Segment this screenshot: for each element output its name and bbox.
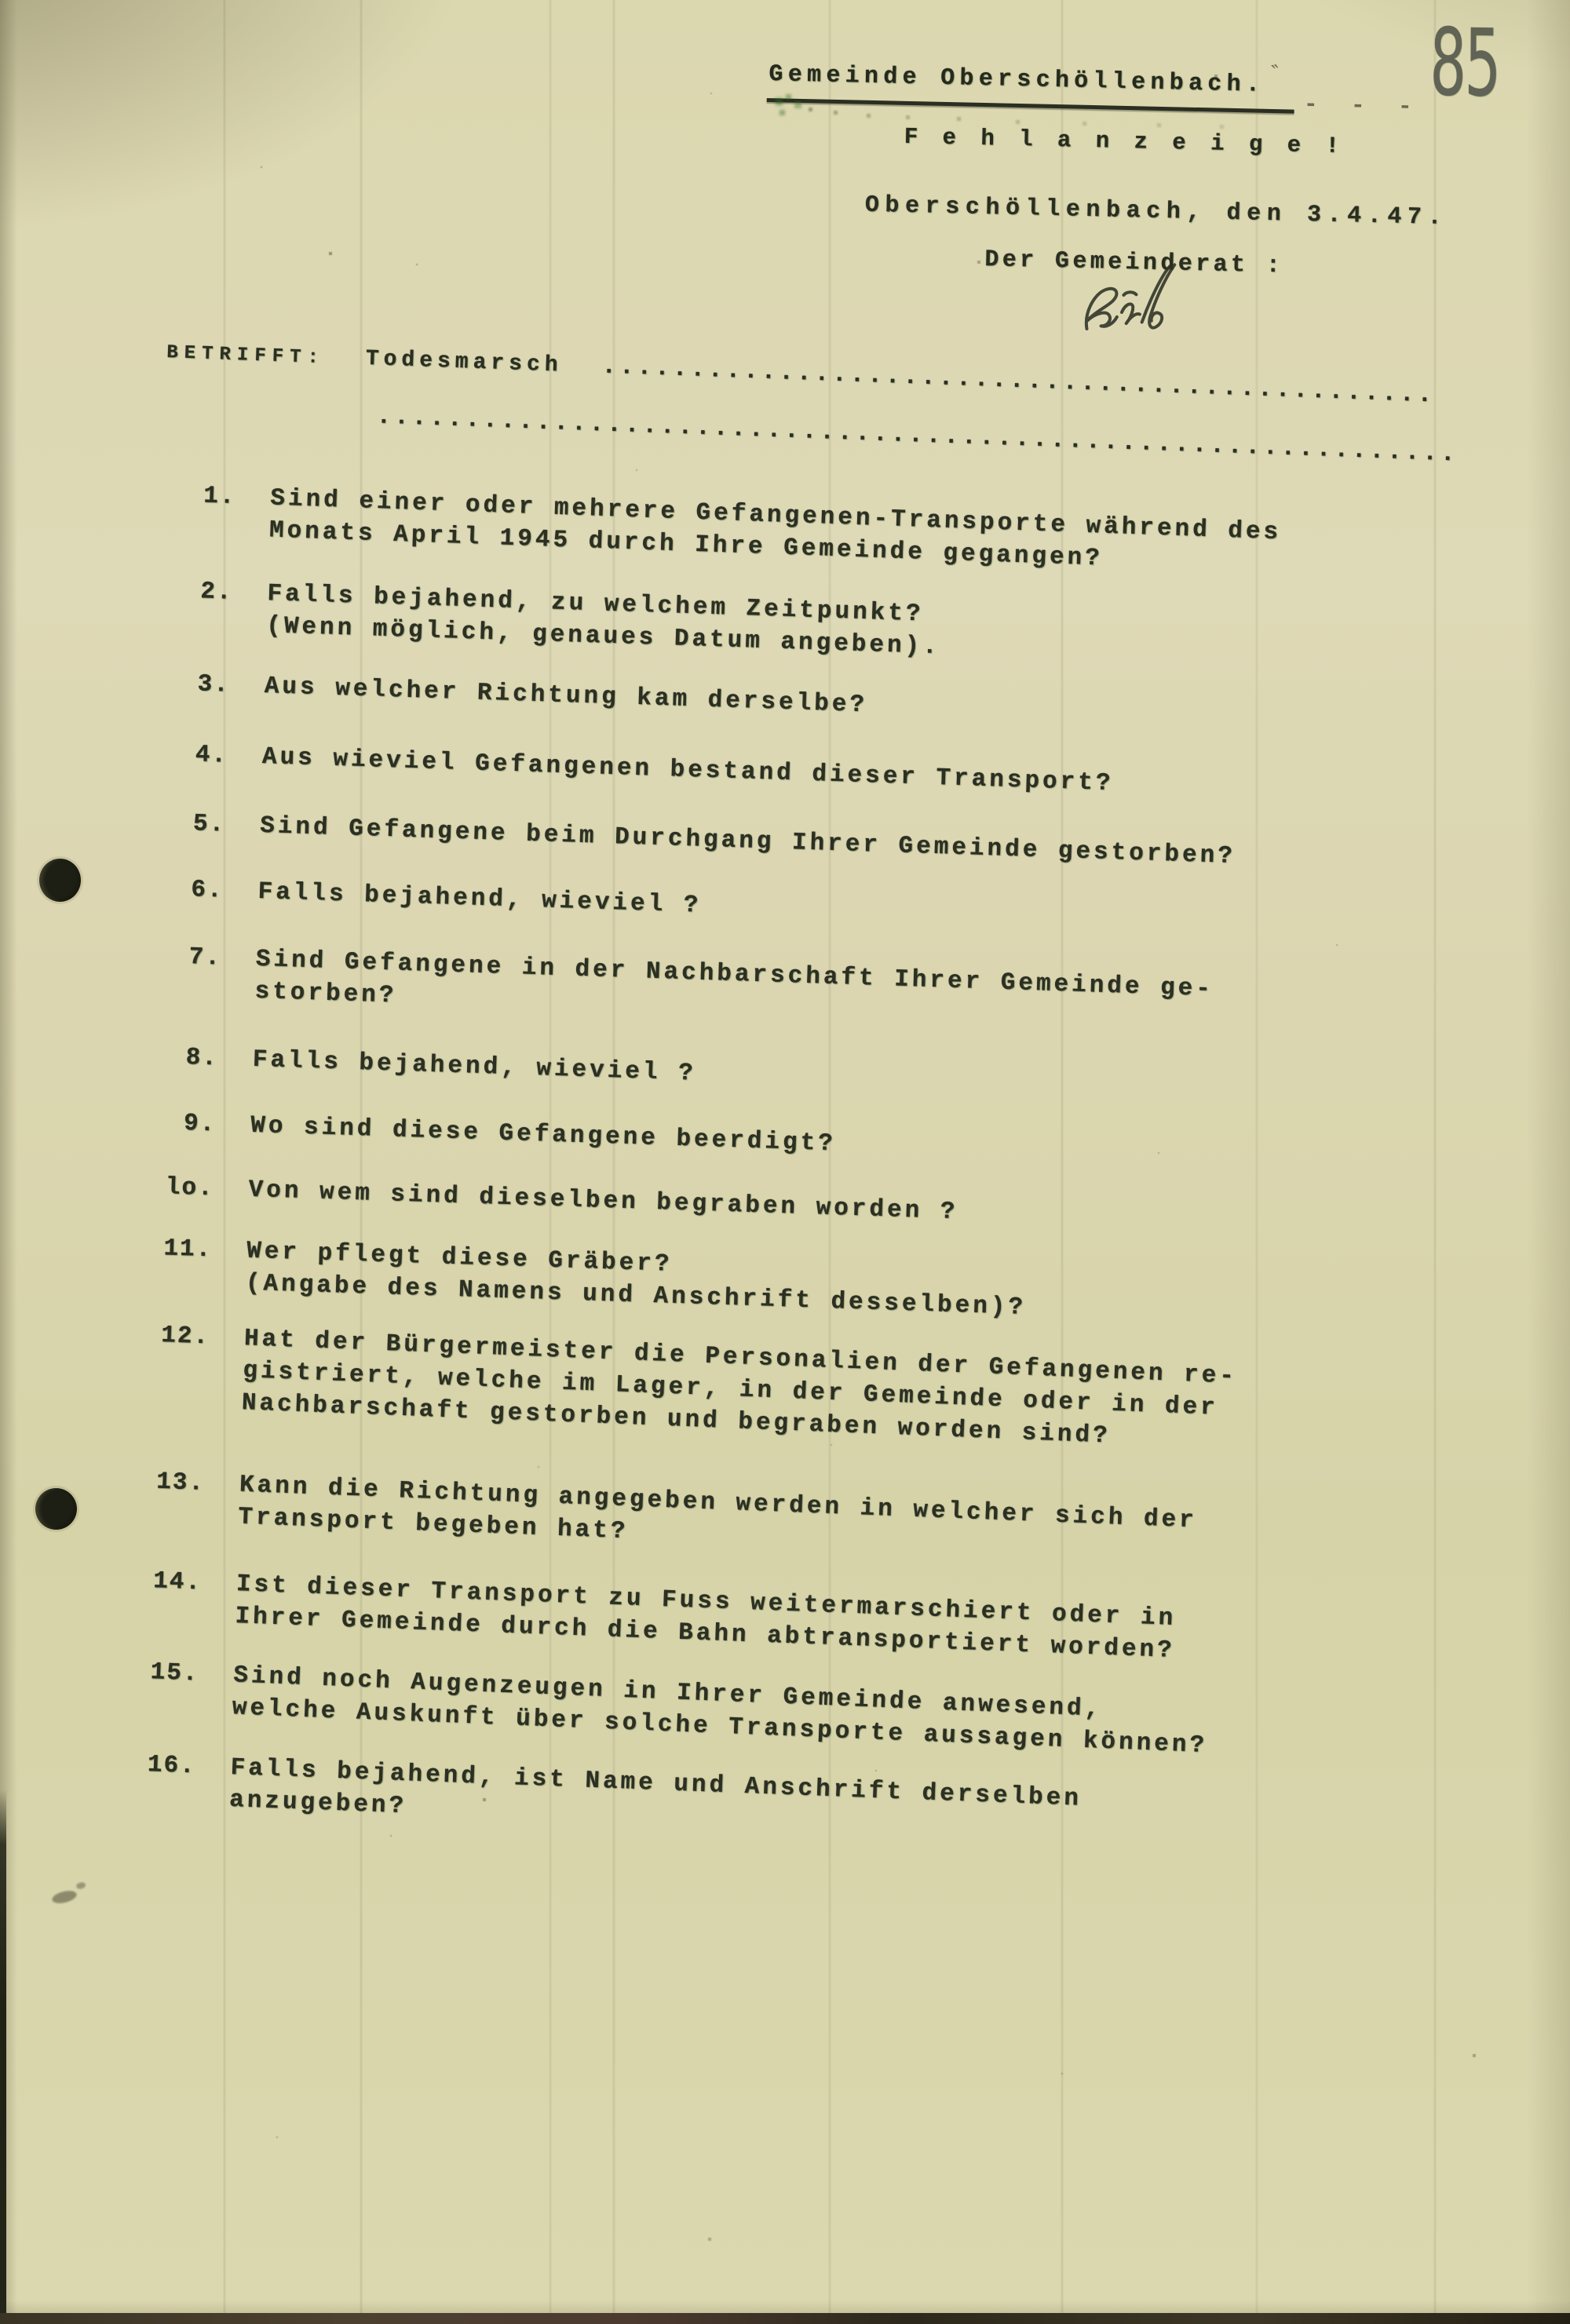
question-item	[147, 1107, 1372, 1177]
paper-speckles	[0, 0, 2, 2]
page-number: 85	[1429, 8, 1500, 118]
document-header	[768, 55, 1474, 280]
question-item	[137, 1319, 1365, 1462]
question-text: Sind Gefangene beim Durchgang Ihrer Gemeinde gestorben?	[259, 812, 1236, 870]
notice-line: F e h l a n z e i g e !	[904, 123, 1345, 160]
question-number: 4.	[195, 741, 228, 770]
question-number: 3.	[197, 670, 231, 699]
question-item	[165, 479, 1391, 585]
question-text: Sind noch Augenzeugen in Ihrer Gemeinde anwesend, welche Auskunft über solche Transporte aussagen können?	[232, 1662, 1208, 1760]
signature-handwriting	[1075, 260, 1187, 341]
question-text: Falls bejahend, wieviel ?	[257, 877, 702, 920]
subject-block	[164, 337, 1501, 469]
question-item	[125, 1748, 1351, 1857]
ink-smudge	[773, 93, 776, 95]
hole-punch-bottom	[35, 1488, 77, 1530]
question-number: 11.	[162, 1235, 213, 1264]
question-item	[156, 807, 1382, 877]
question-text: Sind einer oder mehrere Gefangenen-Transporte während des Monats April 1945 durch Ihre Gemeinde gegangen?	[268, 484, 1282, 573]
subject-row	[166, 337, 1501, 411]
question-item	[158, 738, 1383, 808]
question-item	[131, 1564, 1357, 1673]
question-text: Wer pflegt diese Gräber? (Angabe des Namens und Anschrift desselben)?	[245, 1237, 1027, 1322]
question-number: 6.	[190, 876, 225, 905]
question-item	[141, 1232, 1367, 1335]
question-item	[144, 1171, 1370, 1242]
question-item	[154, 873, 1379, 943]
municipality-title: Gemeinde Oberschöllenbach.	[769, 61, 1265, 99]
question-text: Ist dieser Transport zu Fuss weitermarschiert oder in Ihrer Gemeinde durch die Bahn abtransportiert worden?	[234, 1571, 1177, 1665]
scan-edge-left	[0, 1790, 6, 2324]
council-line: Der Gemeinderat :	[984, 246, 1284, 280]
question-text: Hat der Bürgermeister die Personalien der Gefangenen re- gistriert, welche im Lager, in der Gemeinde oder in der Nachbarschaft gestorben und begraben worden sind?	[241, 1325, 1238, 1450]
question-number: 12.	[160, 1322, 210, 1352]
question-number: 15.	[149, 1658, 200, 1688]
question-number: 7.	[188, 943, 222, 972]
paper-stain	[51, 1888, 78, 1905]
question-item	[160, 667, 1386, 738]
place-date-line: Oberschöllenbach, den 3.4.47.	[864, 192, 1448, 232]
question-item	[162, 575, 1389, 677]
title-underline	[767, 98, 1294, 114]
hole-punch-top	[39, 859, 81, 902]
question-number: lo.	[165, 1173, 215, 1203]
question-number: 1.	[203, 482, 237, 511]
question-item	[151, 940, 1377, 1043]
question-number: 16.	[147, 1751, 197, 1781]
subject-label: BETRIFFT:	[166, 341, 326, 370]
question-item	[134, 1465, 1360, 1575]
question-text: Falls bejahend, zu welchem Zeitpunkt? (Wenn möglich, genaues Datum angeben).	[265, 580, 941, 662]
dotted-line-2: .............................................................	[376, 403, 1459, 469]
question-number: 13.	[155, 1468, 206, 1498]
question-text: Aus wieviel Gefangenen bestand dieser Transport?	[261, 742, 1114, 798]
question-number: 8.	[185, 1044, 219, 1073]
dotted-line-1: ...............................................	[601, 352, 1436, 410]
subject-topic: Todesmarsch	[365, 346, 564, 378]
question-item	[148, 1041, 1374, 1111]
question-text: Wo sind diese Gefangene beerdigt?	[250, 1111, 837, 1158]
question-text: Kann die Richtung angegeben werden in welcher sich der Transport begeben hat?	[237, 1471, 1198, 1546]
question-list	[126, 480, 1392, 1854]
question-number: 2.	[199, 578, 234, 607]
ditto-mark: ‶	[1268, 60, 1285, 87]
question-text: Sind Gefangene in der Nachbarschaft Ihrer Gemeinde ge- storben?	[254, 945, 1214, 1010]
question-number: 9.	[183, 1110, 217, 1139]
question-text: Falls bejahend, ist Name und Anschrift derselben anzugeben?	[228, 1753, 1083, 1821]
question-item	[128, 1655, 1354, 1768]
dash-marks: - - -	[1303, 91, 1422, 122]
question-number: 14.	[152, 1567, 203, 1597]
question-text: Falls bejahend, wieviel ?	[252, 1045, 697, 1088]
question-text: Von wem sind dieselben begraben worden ?	[248, 1176, 958, 1227]
question-number: 5.	[192, 810, 226, 839]
question-text: Aus welcher Richtung kam derselbe?	[264, 673, 868, 720]
scan-edge-bottom	[0, 2313, 1570, 2324]
